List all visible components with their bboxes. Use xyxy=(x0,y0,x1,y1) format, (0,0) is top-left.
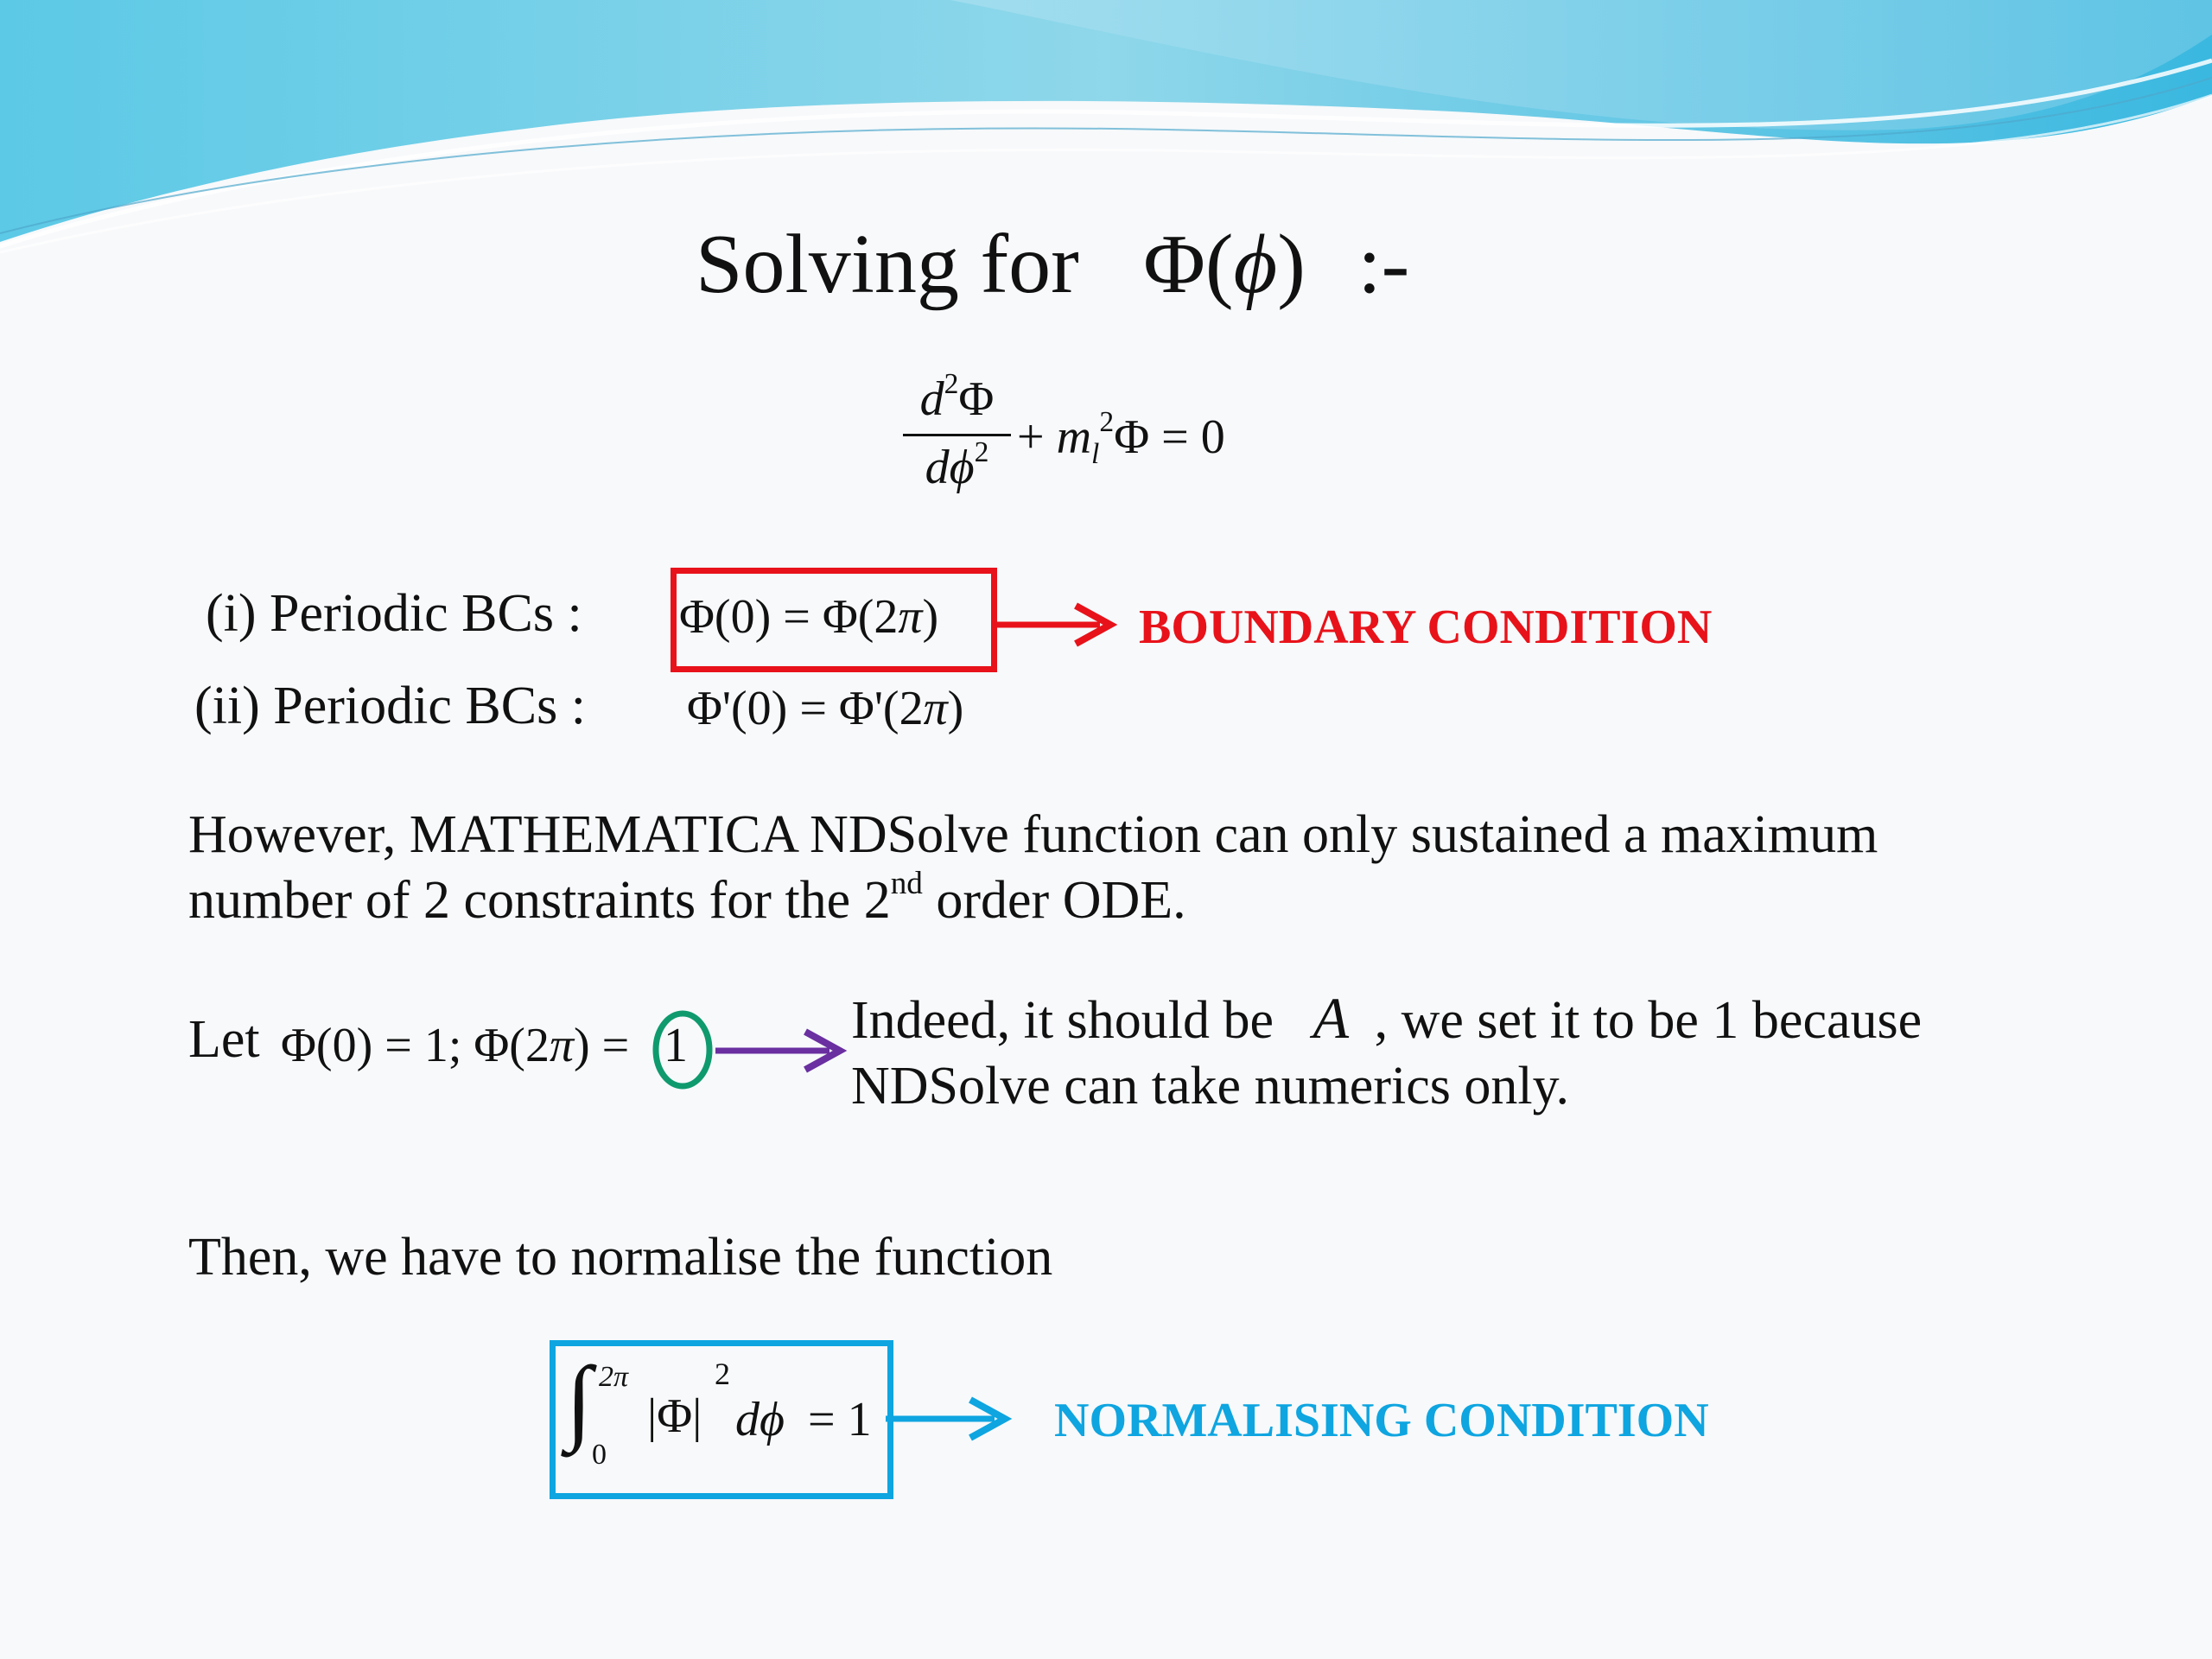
norm-power: 2 xyxy=(715,1357,730,1391)
indeed-line2: NDSolve can take numerics only. xyxy=(851,1057,1570,1116)
let-label: Let xyxy=(188,1010,260,1069)
indeed-paragraph xyxy=(851,985,1922,1119)
integral-lower-limit: 0 xyxy=(592,1439,607,1471)
title-text: Solving for xyxy=(696,218,1079,311)
title-phi-close: ) xyxy=(1277,218,1306,311)
bc1-label: (i) Periodic BCs : xyxy=(206,584,582,643)
let-one-circle xyxy=(650,1007,715,1093)
bc1-arrow xyxy=(991,599,1121,651)
integral-sign: ∫ xyxy=(566,1347,593,1452)
norm-differential: dϕ xyxy=(735,1393,785,1446)
norm-abs-phi: |Φ| xyxy=(647,1389,702,1443)
slide-title xyxy=(696,216,1409,313)
indeed-line1: Indeed, it should be A , we set it to be 1 because xyxy=(851,985,1923,1051)
title-suffix: :- xyxy=(1357,218,1410,311)
title-phi-var: ϕ xyxy=(1233,218,1278,311)
bc1-equation: Φ(0) = Φ(2π) xyxy=(679,590,939,644)
norm-annotation: NORMALISING CONDITION xyxy=(1054,1394,1709,1447)
norm-equation xyxy=(566,1347,877,1482)
ode-numerator: $d^2\Phi$ xyxy=(919,367,995,426)
ode-fraction xyxy=(903,367,1011,495)
amplitude-symbol: A xyxy=(1313,985,1350,1051)
norm-arrow xyxy=(886,1393,1015,1445)
note-line1: However, MATHEMATICA NDSolve function can only sustained a maximum xyxy=(188,805,1878,864)
bc1-annotation: BOUNDARY CONDITION xyxy=(1139,601,1713,654)
note-line2: number of 2 constraints for the 2nd order ODE. xyxy=(188,866,1186,930)
let-equation: Φ(0) = 1; Φ(2π) = xyxy=(281,1019,630,1072)
let-arrow xyxy=(715,1025,849,1077)
note-paragraph xyxy=(188,802,1878,933)
title-phi-func: Φ( xyxy=(1143,218,1234,311)
bc2-equation: Φ'(0) = Φ'(2π) xyxy=(687,682,964,735)
let-one-value: 1 xyxy=(664,1019,688,1072)
ode-rest: + $m_l^2\Phi = 0$ xyxy=(1017,405,1225,470)
integral-upper-limit: 2π xyxy=(599,1361,629,1393)
norm-rest: = 1 xyxy=(808,1393,872,1446)
ode-denominator: $d\phi^2$ xyxy=(925,435,989,494)
then-text: Then, we have to normalise the function xyxy=(188,1228,1053,1287)
bc2-label: (ii) Periodic BCs : xyxy=(194,677,586,735)
